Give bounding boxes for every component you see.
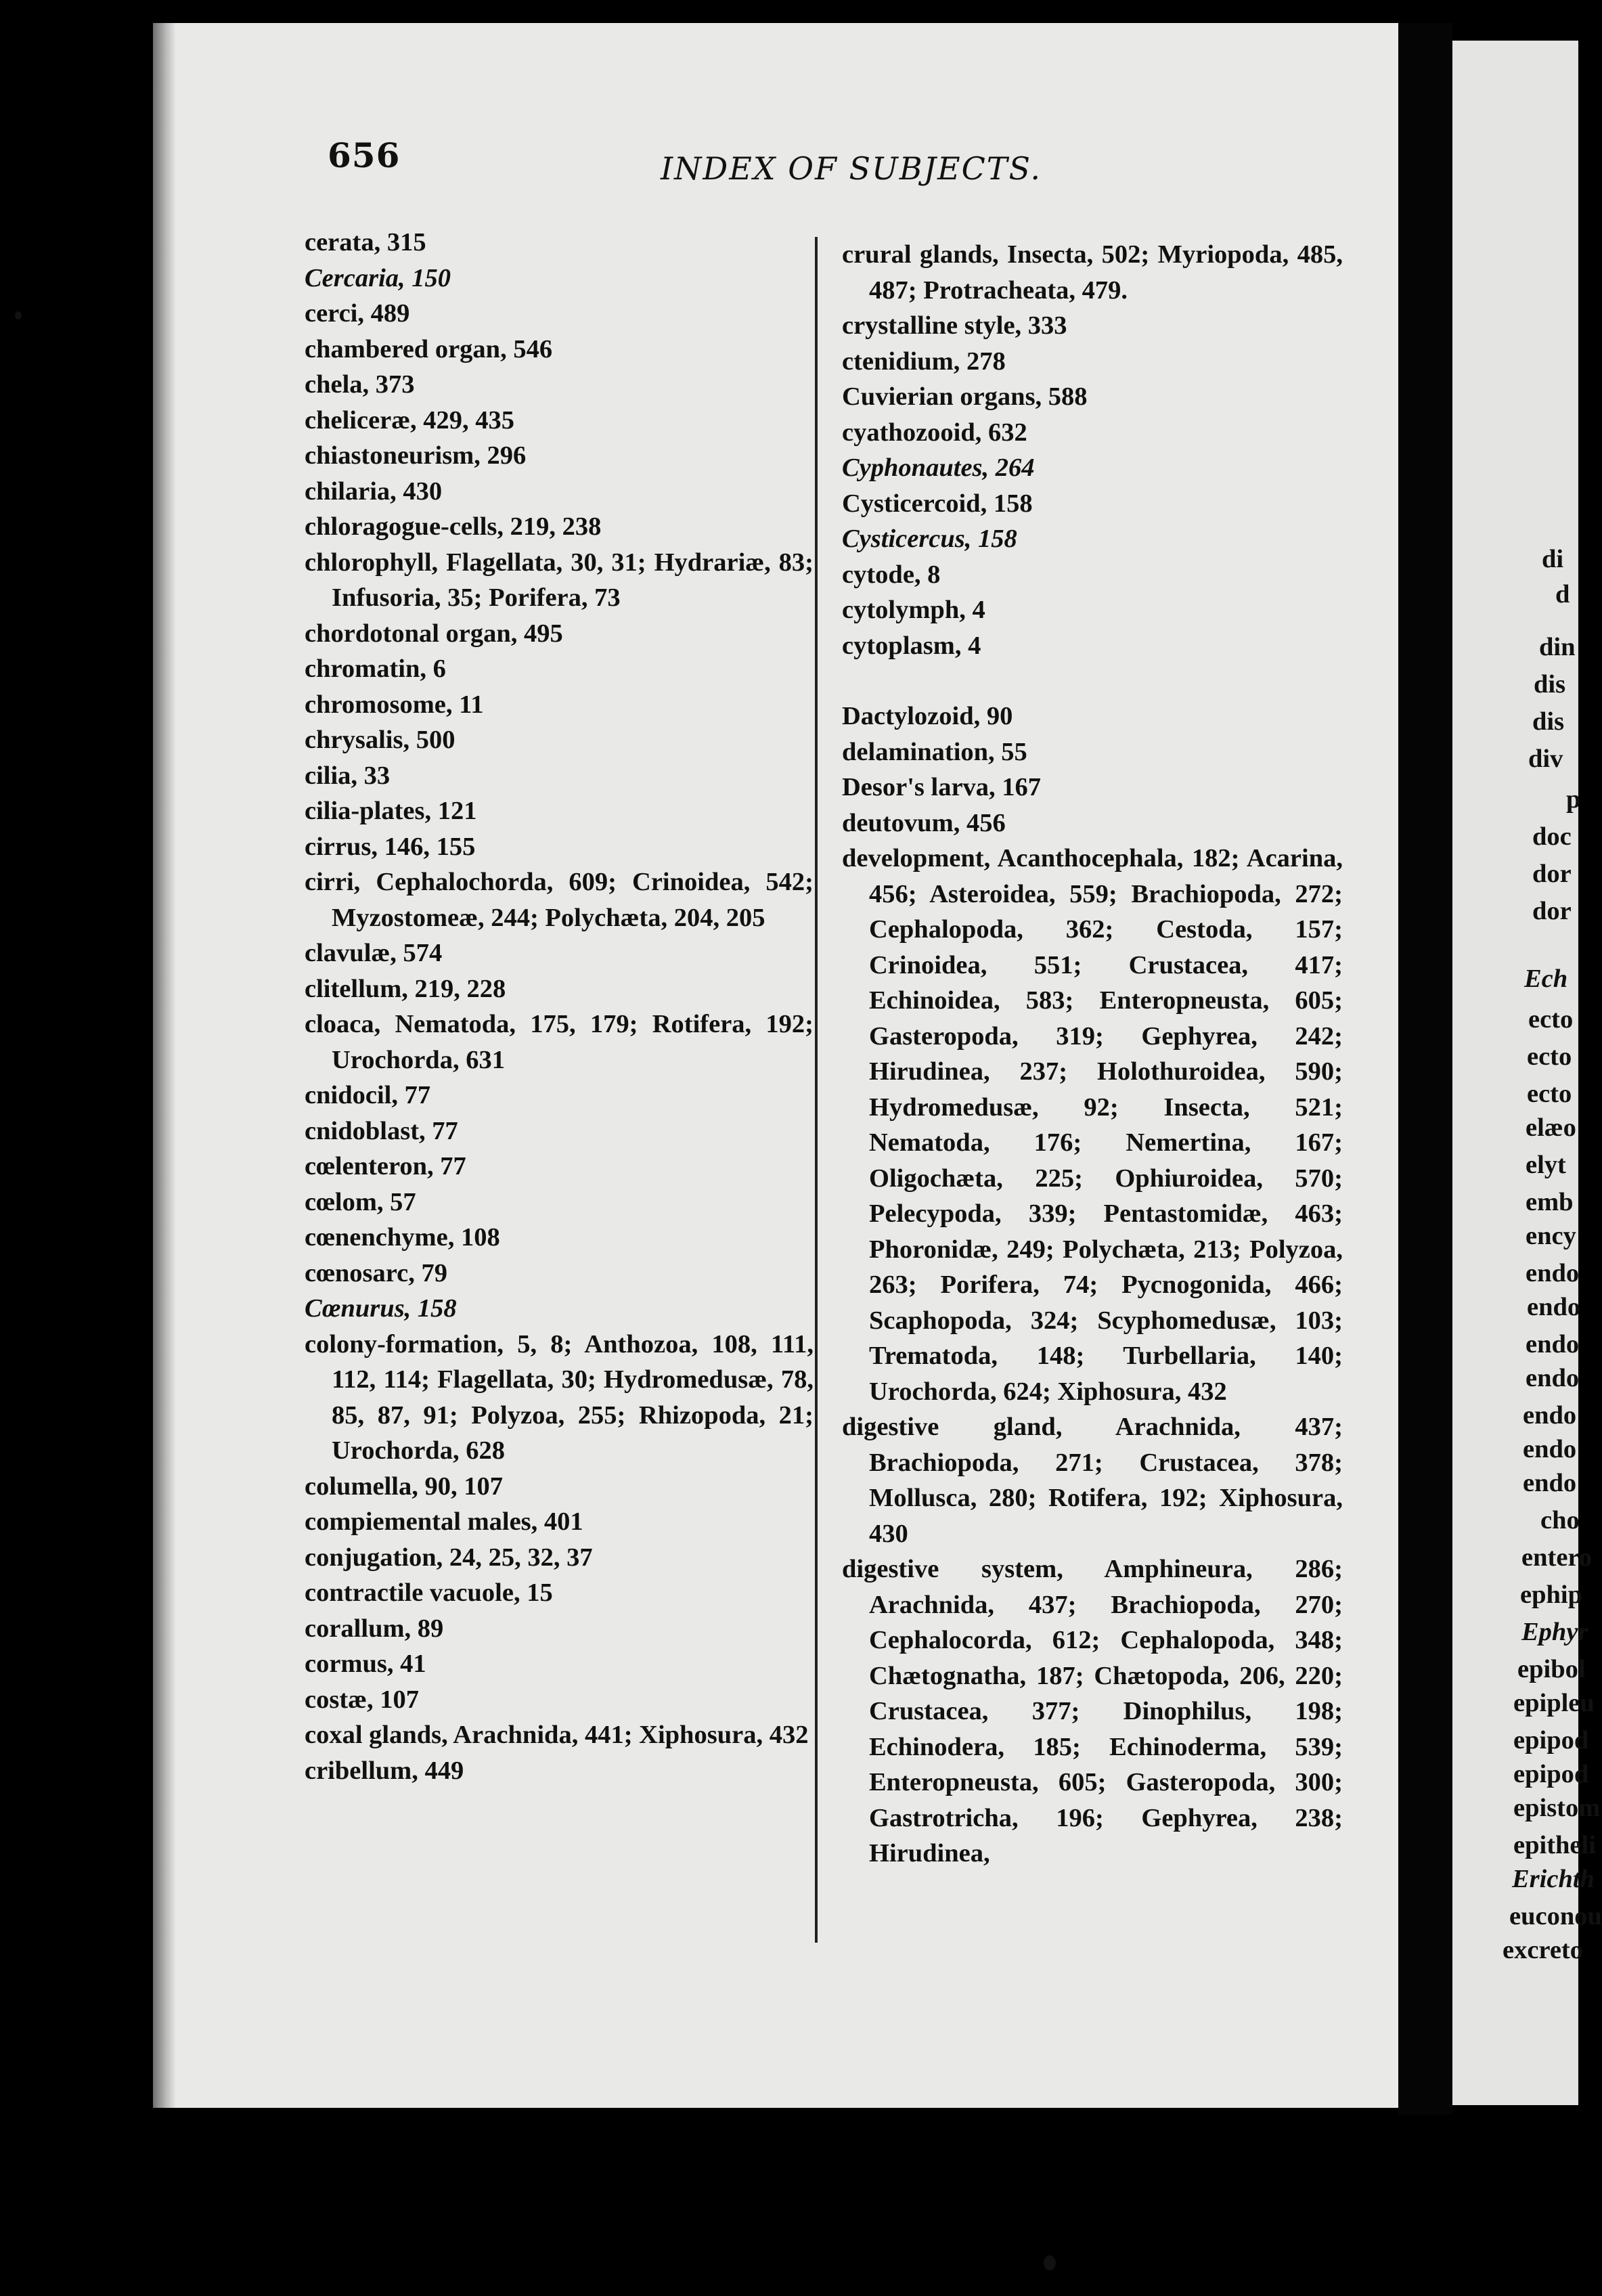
facing-page-fragment: elyt	[1526, 1151, 1566, 1179]
index-entry: chloragogue-cells, 219, 238	[305, 512, 602, 541]
page-gap	[1398, 23, 1452, 2115]
facing-page-fragment: endo	[1526, 1259, 1580, 1287]
facing-page-fragment: epistom	[1513, 1794, 1601, 1822]
index-entry: cloaca, Nematoda, 175, 179; Rotifera, 192; Urochorda, 631	[305, 1010, 814, 1074]
running-header: INDEX OF SUBJECTS.	[661, 150, 1042, 187]
facing-page-fragment: dor	[1532, 897, 1572, 925]
index-entry: coxal glands, Arachnida, 441; Xiphosura, 432	[305, 1721, 809, 1749]
facing-page-fragment: di	[1542, 545, 1564, 573]
facing-page-fragment: epipleu	[1513, 1689, 1595, 1717]
index-entry: crural glands, Insecta, 502; Myriopoda, 485, 487; Protracheata, 479.	[842, 240, 1343, 305]
index-entry: cormus, 41	[305, 1650, 426, 1678]
index-entry: ctenidium, 278	[842, 347, 1006, 376]
facing-page-fragment: Ech	[1524, 965, 1568, 993]
index-entry: cirri, Cephalochorda, 609; Crinoidea, 542; Myzostomeæ, 244; Polychæta, 204, 205	[305, 868, 814, 932]
index-entry: conjugation, 24, 25, 32, 37	[305, 1543, 593, 1572]
index-entry: chambered organ, 546	[305, 334, 553, 363]
index-entry: cœnosarc, 79	[305, 1258, 448, 1287]
index-entry: chordotonal organ, 495	[305, 619, 563, 648]
facing-page-fragment: epitheli	[1513, 1831, 1596, 1859]
facing-page-fragment: euconou	[1509, 1902, 1602, 1930]
index-entry: chromosome, 11	[305, 690, 484, 719]
facing-page-fragment: dis	[1534, 670, 1566, 699]
facing-page-fragment: Ephyr	[1521, 1618, 1588, 1646]
index-entry: colony-formation, 5, 8; Anthozoa, 108, 111, 112, 114; Flagellata, 30; Hydromedusæ, 78, 85, 87, 91; Polyzoa, 255; Rhizopoda, 21; Urochorda, 628	[305, 1329, 814, 1465]
index-entry: cilia, 33	[305, 761, 391, 790]
index-entry: chela, 373	[305, 370, 415, 399]
facing-page-fragment: ecto	[1528, 1005, 1574, 1034]
index-entry: Cysticercoid, 158	[842, 489, 1033, 518]
index-entry: cerci, 489	[305, 299, 410, 328]
index-entry: cribellum, 449	[305, 1756, 464, 1785]
facing-page-fragment: ephip	[1520, 1581, 1583, 1609]
index-entry: cytoplasm, 4	[842, 631, 981, 660]
index-entry: Cercaria, 150	[305, 263, 451, 292]
facing-page-fragment: emb	[1526, 1188, 1574, 1216]
index-entry: cerata, 315	[305, 228, 426, 257]
index-entry: cirrus, 146, 155	[305, 832, 476, 861]
index-entry: cnidoblast, 77	[305, 1116, 458, 1145]
index-entry: compiemental males, 401	[305, 1507, 583, 1536]
section-gap	[842, 663, 1343, 699]
scan-speck	[1044, 2255, 1056, 2270]
index-entry: contractile vacuole, 15	[305, 1578, 553, 1607]
facing-page-fragment: endo	[1526, 1330, 1580, 1359]
index-entry: Cœnurus, 158	[305, 1294, 457, 1323]
index-entry: development, Acanthocephala, 182; Acarina, 456; Asteroidea, 559; Brachiopoda, 272; Cephalopoda, 362; Cestoda, 157; Crinoidea, 551; Crustacea, 417; Echinoidea, 583; Enteropneusta, 605; Gasteropoda, 319; Gephyrea, 242; Hirudinea, 237; Holothuroidea, 590; Hydromedusæ, 92; Insecta, 521; Nematoda, 176; Nemertina, 167; Oligochæta, 225; Ophiuroidea, 570; Pelecypoda, 339; Pentastomidæ, 463; Phoronidæ, 249; Polychæta, 213; Polyzoa, 263; Porifera, 74; Pycnogonida, 466; Scaphopoda, 324; Scyphomedusæ, 103; Trematoda, 148; Turbellaria, 140; Urochorda, 624; Xiphosura, 432	[842, 844, 1343, 1406]
facing-page-fragment: div	[1528, 745, 1563, 773]
facing-page-fragment: epipod	[1513, 1760, 1589, 1788]
facing-page-fragment: endo	[1526, 1364, 1580, 1392]
index-entry: chlorophyll, Flagellata, 30, 31; Hydrariæ, 83; Infusoria, 35; Porifera, 73	[305, 548, 814, 612]
index-column-left	[305, 225, 814, 1788]
index-entry: digestive system, Amphineura, 286; Arachnida, 437; Brachiopoda, 270; Cephalocorda, 612; Cephalopoda, 348; Chætognatha, 187; Chætopoda, 206, 220; Crustacea, 377; Dinophilus, 198; Echinodera, 185; Echinoderma, 539; Enteropneusta, 605; Gasteropoda, 300; Gastrotricha, 196; Gephyrea, 238; Hirudinea,	[842, 1555, 1343, 1868]
index-entry: deutovum, 456	[842, 808, 1006, 837]
facing-page-fragment: endo	[1527, 1293, 1581, 1321]
facing-page-fragment: entero	[1521, 1543, 1593, 1572]
facing-page-fragment: dor	[1532, 860, 1572, 888]
facing-page-fragment: excreto	[1503, 1936, 1583, 1964]
index-entry: cilia-plates, 121	[305, 797, 477, 825]
index-entry: chilaria, 430	[305, 477, 443, 506]
index-entry: Desor's larva, 167	[842, 773, 1042, 801]
index-entry: cytode, 8	[842, 560, 941, 589]
index-entry: costæ, 107	[305, 1685, 419, 1714]
facing-page-fragment: ency	[1526, 1222, 1576, 1250]
index-entry: digestive gland, Arachnida, 437; Brachiopoda, 271; Crustacea, 378; Mollusca, 280; Rotifera, 192; Xiphosura, 430	[842, 1413, 1343, 1548]
index-entry: corallum, 89	[305, 1614, 444, 1643]
index-entry: cœnenchyme, 108	[305, 1223, 500, 1252]
facing-page-fragment: din	[1539, 633, 1576, 661]
index-entry: cœlom, 57	[305, 1187, 416, 1216]
facing-page-fragment: ecto	[1527, 1080, 1572, 1108]
facing-page-fragment: epipod	[1513, 1726, 1589, 1754]
index-entry: chiastoneurism, 296	[305, 441, 527, 470]
facing-page-fragment: endo	[1523, 1469, 1577, 1497]
scan-speck	[15, 311, 22, 319]
index-entry: Cuvierian organs, 588	[842, 382, 1088, 411]
page-number: 656	[328, 135, 401, 175]
index-entry: columella, 90, 107	[305, 1472, 503, 1501]
facing-page-fragment: endo	[1523, 1435, 1577, 1463]
facing-page-fragment: dis	[1532, 707, 1565, 736]
facing-page-fragment: Erichth	[1512, 1865, 1595, 1893]
index-entry: crystalline style, 333	[842, 311, 1067, 340]
facing-page-fragment: ecto	[1527, 1042, 1572, 1071]
facing-page-fragment: elæo	[1526, 1113, 1576, 1142]
index-entry: chromatin, 6	[305, 655, 446, 683]
facing-page-fragment: d	[1555, 580, 1570, 609]
index-entry: Cysticercus, 158	[842, 525, 1017, 553]
facing-page-fragment: p	[1566, 785, 1581, 814]
index-entry: cheliceræ, 429, 435	[305, 405, 515, 435]
index-entry: cyathozooid, 632	[842, 418, 1027, 447]
index-column-right	[842, 237, 1343, 1872]
index-entry: clitellum, 219, 228	[305, 974, 506, 1003]
index-entry: clavulæ, 574	[305, 939, 443, 967]
index-entry: chrysalis, 500	[305, 726, 455, 754]
column-divider	[815, 237, 818, 1943]
index-entry: cytolymph, 4	[842, 596, 985, 624]
page-binding-shadow	[153, 23, 176, 2108]
index-entry: cœlenteron, 77	[305, 1152, 466, 1180]
facing-page-fragment: endo	[1523, 1401, 1577, 1430]
facing-page-fragment: cho	[1540, 1506, 1580, 1535]
index-entry: cnidocil, 77	[305, 1081, 431, 1109]
facing-page-fragment: doc	[1532, 822, 1572, 851]
index-entry: Cyphonautes, 264	[842, 454, 1035, 482]
facing-page-fragment: epibol	[1517, 1655, 1586, 1683]
index-entry: Dactylozoid, 90	[842, 702, 1013, 730]
index-entry: delamination, 55	[842, 737, 1027, 766]
